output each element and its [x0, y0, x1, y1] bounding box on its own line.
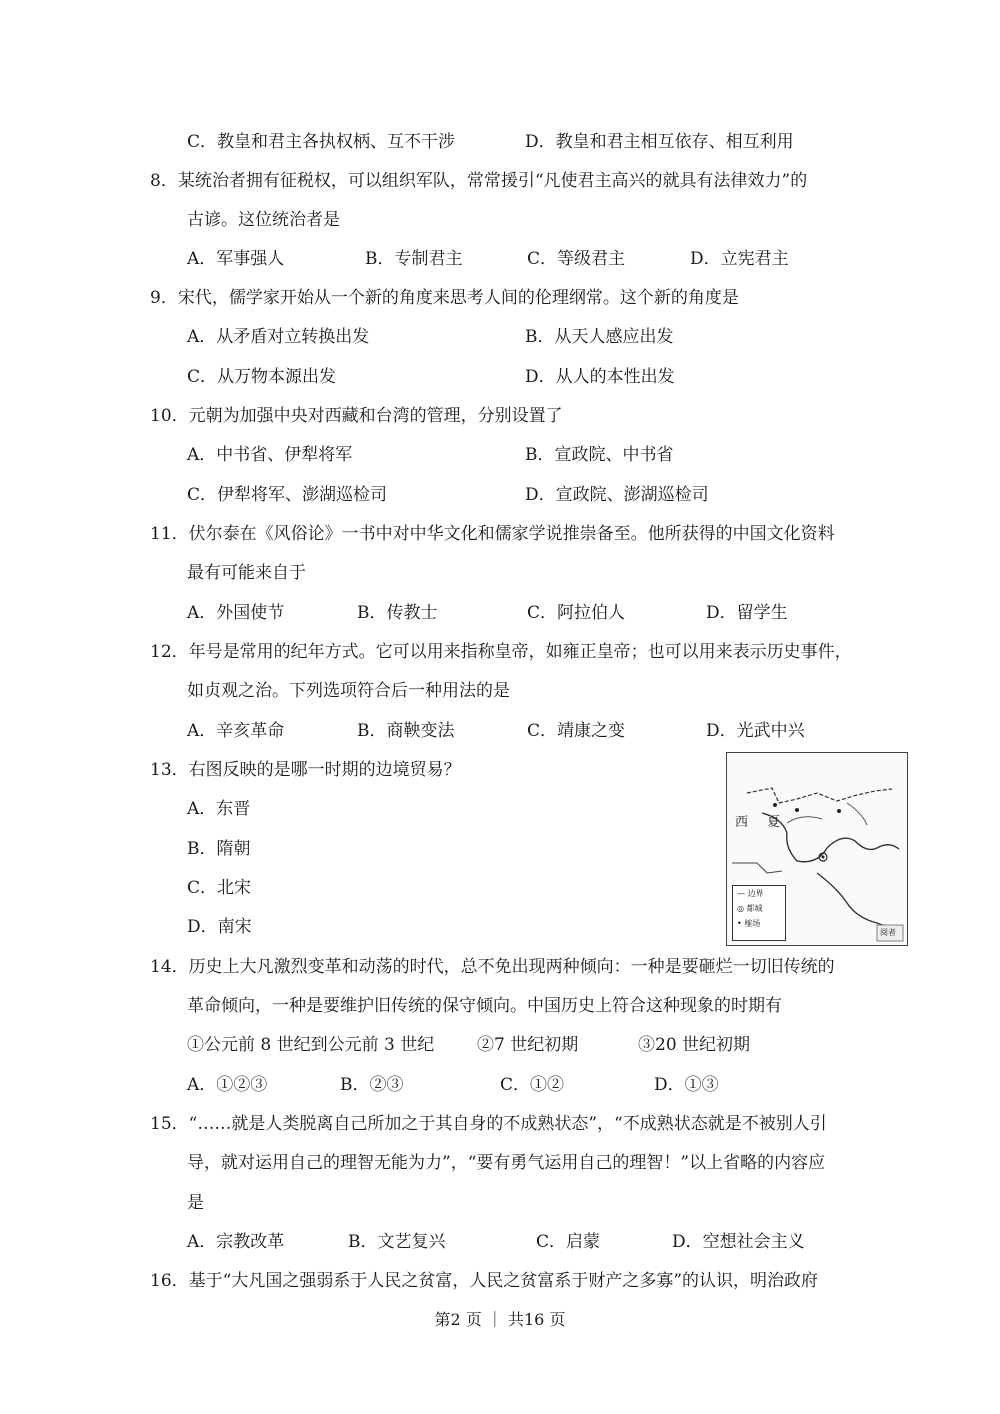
- q12-option-a: A．辛亥革命: [187, 721, 285, 741]
- q14-item-1: ①公元前 8 世纪到公元前 3 世纪: [187, 1035, 435, 1055]
- q8-stem-line2: 古谚。这位统治者是: [187, 210, 340, 230]
- page-footer: 第2 页 ｜ 共16 页: [434, 1310, 566, 1329]
- q12-option-d: D．光武中兴: [706, 721, 805, 741]
- map-legend: [732, 885, 786, 941]
- q11-stem-line2: 最有可能来自于: [187, 563, 306, 583]
- q14-option-b: B．②③: [340, 1075, 404, 1095]
- q15-option-a: A．宗教改革: [187, 1232, 285, 1252]
- q15-option-d: D．空想社会主义: [672, 1232, 805, 1252]
- q8-option-b: B．专制君主: [365, 249, 463, 269]
- q14-item-2: ②7 世纪初期: [477, 1035, 579, 1055]
- q7-option-d: D．教皇和君主相互依存、相互利用: [525, 132, 794, 152]
- q12-stem-line1: 12．年号是常用的纪年方式。它可以用来指称皇帝，如雍正皇帝；也可以用来表示历史事件，: [150, 642, 852, 662]
- legend-capital: ◎ 都城: [737, 904, 763, 913]
- q9-option-b: B．从天人感应出发: [525, 327, 674, 347]
- q8-option-d: D．立宪君主: [690, 249, 789, 269]
- q11-stem-line1: 11．伏尔泰在《风俗论》一书中对中华文化和儒家学说推崇备至。他所获得的中国文化资料: [150, 524, 835, 544]
- q9-option-d: D．从人的本性出发: [525, 367, 675, 387]
- q15-stem-line1: 15．“……就是人类脱离自己所加之于其自身的不成熟状态”，“不成熟状态就是不被别人引: [150, 1114, 827, 1134]
- q14-option-a: A．①②③: [187, 1075, 268, 1095]
- q13-option-d: D．南宋: [187, 917, 252, 937]
- q8-stem-line1: 8．某统治者拥有征税权，可以组织军队，常常援引“凡使君主高兴的就具有法律效力”的: [150, 171, 808, 191]
- q8-option-a: A．军事强人: [187, 249, 285, 269]
- q10-option-a: A．中书省、伊犁将军: [187, 445, 353, 465]
- q15-option-b: B．文艺复兴: [348, 1232, 446, 1252]
- q14-item-3: ③20 世纪初期: [638, 1035, 751, 1055]
- q12-option-b: B．商鞅变法: [357, 721, 455, 741]
- q14-stem-line1: 14．历史上大凡激烈变革和动荡的时代，总不免出现两种倾向：一种是要砸烂一切旧传统的: [150, 957, 835, 977]
- q11-option-b: B．传教士: [357, 603, 438, 623]
- q7-option-c: C．教皇和君主各执权柄、互不干涉: [187, 132, 456, 152]
- map-corner-label: 阅者: [880, 928, 896, 937]
- q11-option-d: D．留学生: [706, 603, 788, 623]
- q15-stem-line2: 导，就对运用自己的理智无能为力”，“要有勇气运用自己的理智！”以上省略的内容应: [187, 1153, 826, 1173]
- map-label-xia: 夏: [767, 815, 781, 830]
- q8-option-c: C．等级君主: [527, 249, 626, 269]
- q13-option-a: A．东晋: [187, 799, 251, 819]
- q15-stem-line3: 是: [187, 1193, 204, 1213]
- legend-border: — 边界: [737, 889, 764, 898]
- q10-option-c: C．伊犁将军、澎湖巡检司: [187, 485, 388, 505]
- q14-stem-line2: 革命倾向，一种是要维护旧传统的保守倾向。中国历史上符合这种现象的时期有: [187, 996, 782, 1016]
- q16-stem-line1: 16．基于“大凡国之强弱系于人民之贫富，人民之贫富系于财产之多寡”的认识，明治政府: [150, 1271, 819, 1291]
- q15-option-c: C．启蒙: [536, 1232, 601, 1252]
- q9-stem-line1: 9．宋代，儒学家开始从一个新的角度来思考人间的伦理纲常。这个新的角度是: [150, 288, 739, 308]
- q13-option-b: B．隋朝: [187, 839, 251, 859]
- q10-stem-line1: 10．元朝为加强中央对西藏和台湾的管理，分别设置了: [150, 406, 563, 426]
- q9-option-a: A．从矛盾对立转换出发: [187, 327, 370, 347]
- q9-option-c: C．从万物本源出发: [187, 367, 337, 387]
- q10-option-b: B．宣政院、中书省: [525, 445, 674, 465]
- map-label-xi: 西: [735, 815, 749, 830]
- q14-option-c: C．①②: [500, 1075, 565, 1095]
- q13-stem-line1: 13．右图反映的是哪一时期的边境贸易？: [150, 760, 461, 780]
- q14-option-d: D．①③: [654, 1075, 719, 1095]
- q11-option-c: C．阿拉伯人: [527, 603, 626, 623]
- q13-option-c: C．北宋: [187, 878, 252, 898]
- q10-option-d: D．宣政院、澎湖巡检司: [525, 485, 709, 505]
- q12-stem-line2: 如贞观之治。下列选项符合后一种用法的是: [187, 681, 510, 701]
- legend-market: • 榷场: [737, 919, 761, 928]
- q12-option-c: C．靖康之变: [527, 721, 626, 741]
- q11-option-a: A．外国使节: [187, 603, 285, 623]
